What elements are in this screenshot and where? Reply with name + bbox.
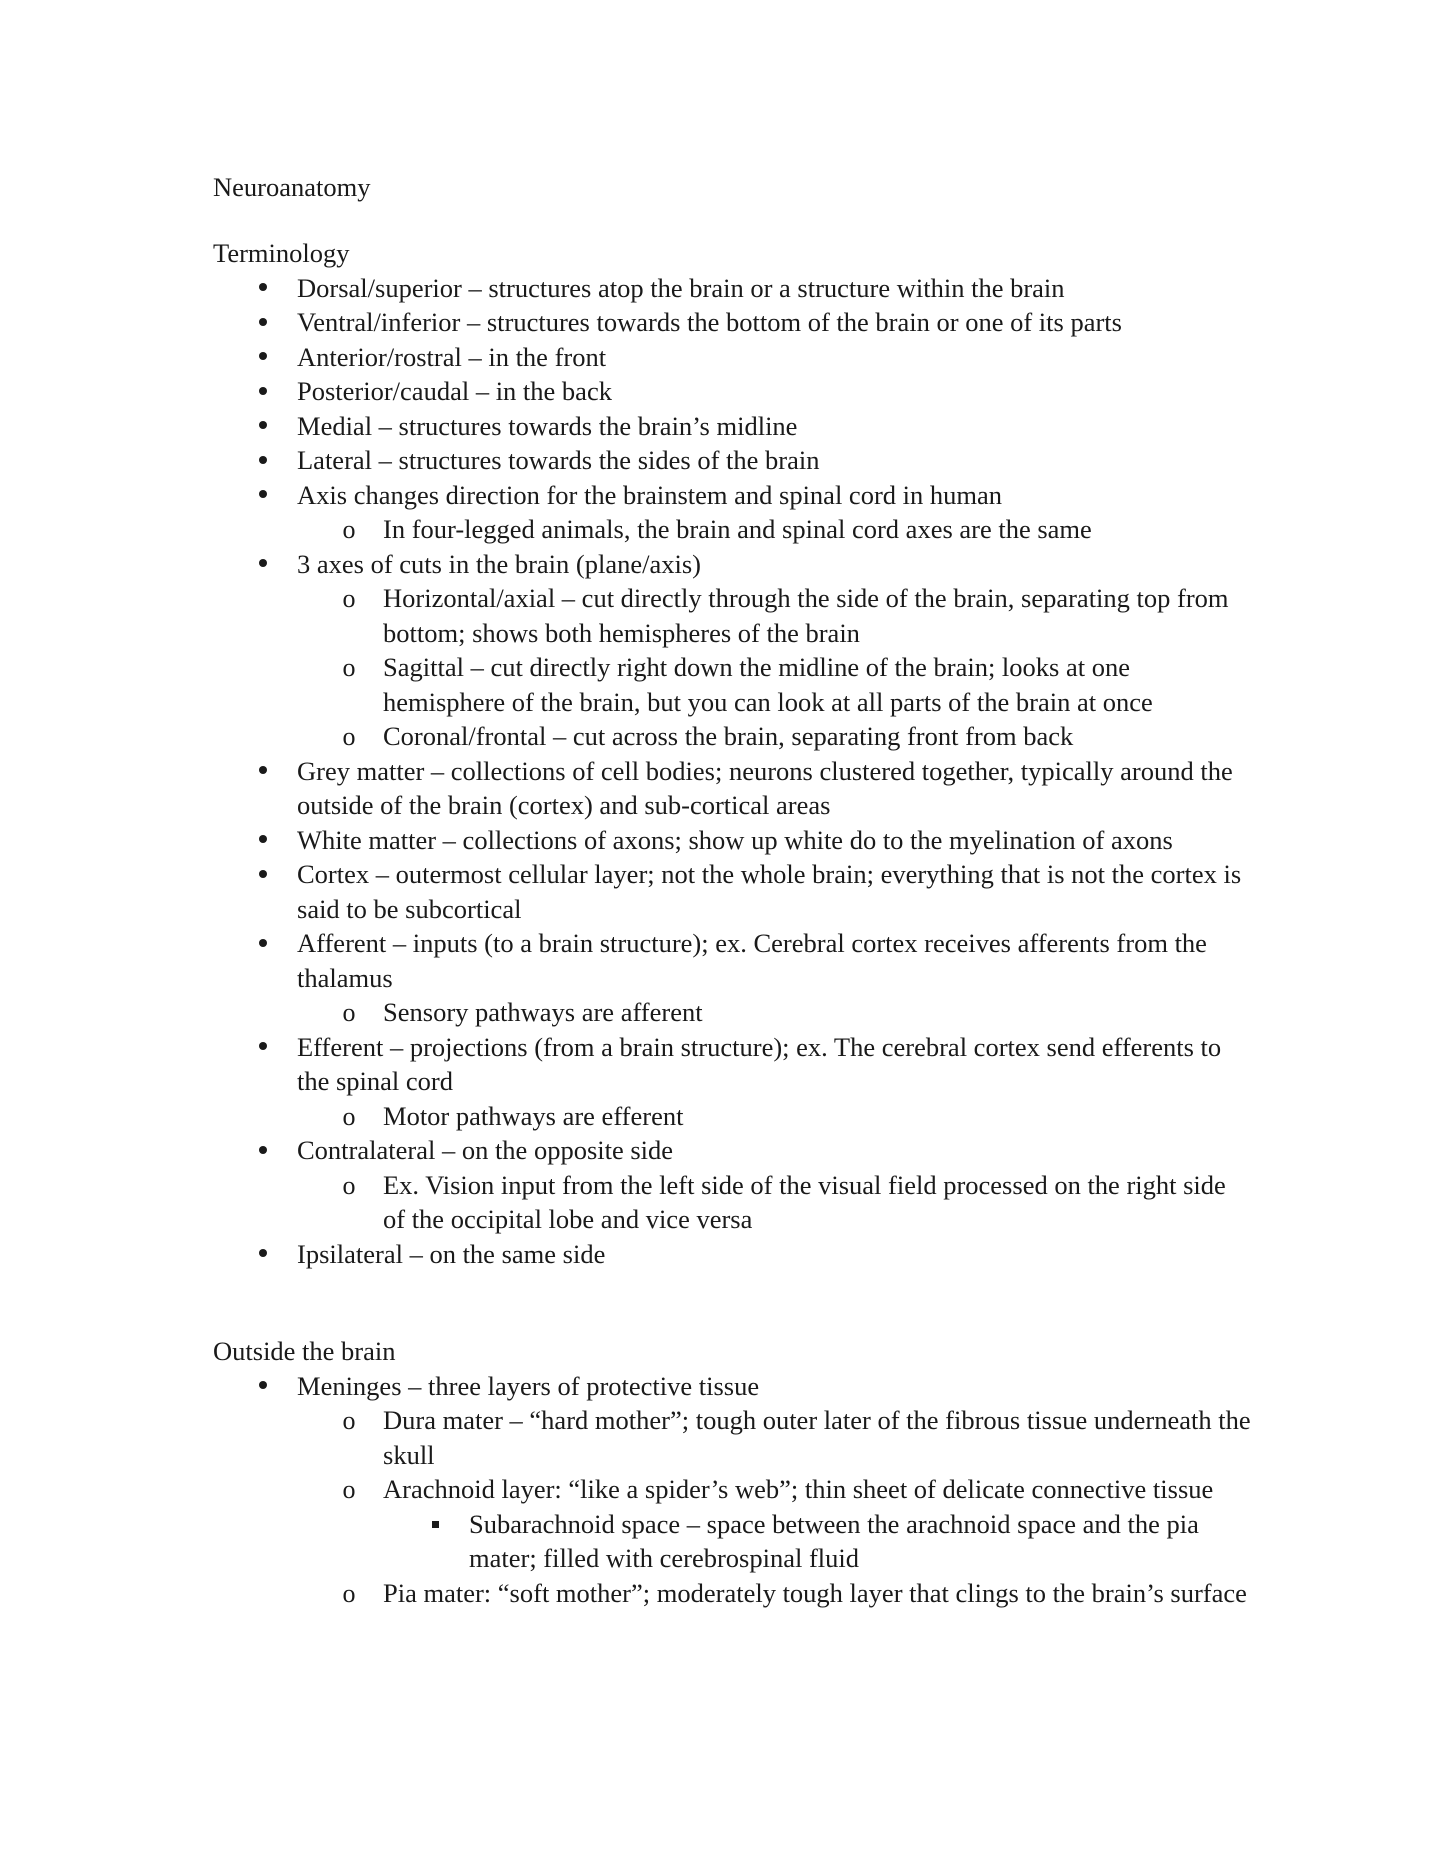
document-title: Neuroanatomy <box>213 172 371 202</box>
term-ipsilateral: Ipsilateral – on the same side <box>213 1237 1253 1272</box>
circle-bullet-icon: o <box>342 584 356 613</box>
section-terminology <box>213 236 1253 1271</box>
term-afferent-sub: o Sensory pathways are afferent <box>213 995 1253 1030</box>
document-title-block <box>213 170 1253 205</box>
term-axis-change: Axis changes direction for the brainstem and spinal cord in human <box>213 478 1253 513</box>
bullet-icon <box>243 547 283 582</box>
term-dorsal: Dorsal/superior – structures atop the brain or a structure within the brain <box>213 271 1253 306</box>
bullet-icon <box>243 754 283 789</box>
circle-bullet-icon: o <box>342 1406 356 1435</box>
circle-bullet-icon: o <box>342 1578 356 1608</box>
bullet-icon <box>243 1133 283 1168</box>
section-outside-the-brain <box>213 1334 1253 1610</box>
term-ventral: Ventral/inferior – structures towards the bottom of the brain or one of its parts <box>213 305 1253 340</box>
section-heading-outside: Outside the brain <box>213 1336 396 1366</box>
circle-bullet-icon: o <box>342 722 356 751</box>
term-efferent: Efferent – projections (from a brain structure); ex. The cerebral cortex send efferents to the spinal cord <box>213 1030 1253 1099</box>
circle-bullet-icon: o <box>342 998 356 1027</box>
term-arachnoid-layer: o Arachnoid layer: “like a spider’s web”; thin sheet of delicate connective tissue <box>213 1472 1253 1507</box>
bullet-icon <box>243 443 283 478</box>
term-axes-of-cuts: 3 axes of cuts in the brain (plane/axis) <box>213 547 1253 582</box>
terminology-list <box>213 271 1253 1272</box>
square-bullet-icon <box>415 1507 455 1542</box>
term-anterior: Anterior/rostral – in the front <box>213 340 1253 375</box>
term-coronal-cut: o Coronal/frontal – cut across the brain, separating front from back <box>213 719 1253 754</box>
circle-bullet-icon: o <box>342 515 356 544</box>
bullet-icon <box>243 857 283 892</box>
term-sagittal-cut: o Sagittal – cut directly right down the midline of the brain; looks at one hemisphere of the brain, but you can look at all parts of the brain at once <box>213 650 1253 719</box>
bullet-icon <box>243 823 283 858</box>
term-dura-mater: o Dura mater – “hard mother”; tough outer later of the fibrous tissue underneath the skull <box>213 1403 1253 1472</box>
circle-bullet-icon: o <box>342 1170 356 1200</box>
bullet-icon <box>243 374 283 409</box>
bullet-icon <box>243 478 283 513</box>
bullet-icon <box>243 926 283 961</box>
outside-list <box>213 1369 1253 1611</box>
section-heading-terminology: Terminology <box>213 238 350 268</box>
term-contralateral: Contralateral – on the opposite side <box>213 1133 1253 1168</box>
bullet-icon <box>243 271 283 306</box>
term-grey-matter: Grey matter – collections of cell bodies; neurons clustered together, typically around the outside of the brain (cortex) and sub-cortical areas <box>213 754 1253 823</box>
term-subarachnoid-space: Subarachnoid space – space between the arachnoid space and the pia mater; filled with cerebrospinal fluid <box>213 1507 1253 1576</box>
bullet-icon <box>243 340 283 375</box>
term-lateral: Lateral – structures towards the sides of the brain <box>213 443 1253 478</box>
term-posterior: Posterior/caudal – in the back <box>213 374 1253 409</box>
term-meninges: Meninges – three layers of protective tissue <box>213 1369 1253 1404</box>
bullet-icon <box>243 409 283 444</box>
term-medial: Medial – structures towards the brain’s midline <box>213 409 1253 444</box>
term-pia-mater: o Pia mater: “soft mother”; moderately tough layer that clings to the brain’s surface <box>213 1576 1253 1611</box>
circle-bullet-icon: o <box>342 653 356 682</box>
circle-bullet-icon: o <box>342 1101 356 1131</box>
term-efferent-sub: o Motor pathways are efferent <box>213 1099 1253 1134</box>
term-white-matter: White matter – collections of axons; show up white do to the myelination of axons <box>213 823 1253 858</box>
term-horizontal-cut: o Horizontal/axial – cut directly through the side of the brain, separating top from bottom; shows both hemispheres of the brain <box>213 581 1253 650</box>
term-cortex: Cortex – outermost cellular layer; not the whole brain; everything that is not the cortex is said to be subcortical <box>213 857 1253 926</box>
bullet-icon <box>243 1030 283 1065</box>
term-axis-change-sub: o In four-legged animals, the brain and spinal cord axes are the same <box>213 512 1253 547</box>
bullet-icon <box>243 1237 283 1272</box>
bullet-icon <box>243 1369 283 1404</box>
bullet-icon <box>243 305 283 340</box>
circle-bullet-icon: o <box>342 1475 356 1504</box>
term-contralateral-sub: o Ex. Vision input from the left side of the visual field processed on the right side of the occipital lobe and vice versa <box>213 1168 1253 1237</box>
term-afferent: Afferent – inputs (to a brain structure); ex. Cerebral cortex receives afferents from the thalamus <box>213 926 1253 995</box>
